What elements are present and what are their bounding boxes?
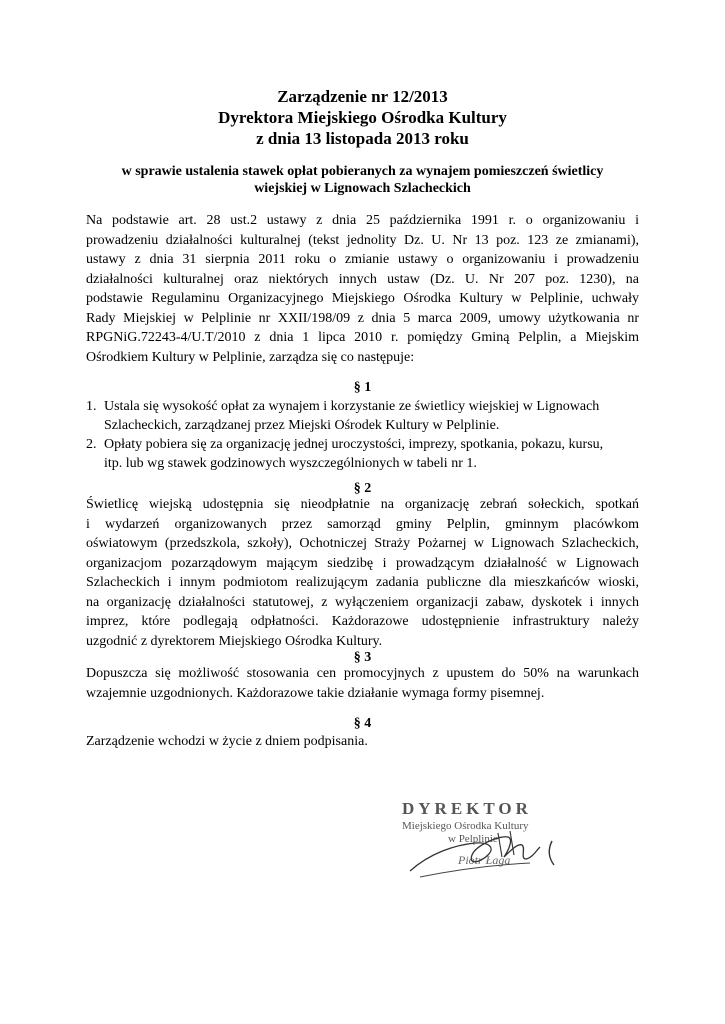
section-2-line: organizacjom pozarządowym mającym siedzibę i prowadzącym działalność w Lignowach <box>86 555 639 571</box>
preamble-line: Rady Miejskiej w Pelplinie nr XXII/198/09 z dnia 5 marca 2009, umowy użytkowania nr <box>86 310 639 326</box>
list-item-line: itp. lub wg stawek godzinowych wyszczególnionych w tabeli nr 1. <box>104 456 477 471</box>
document-subject-line1: w sprawie ustalenia stawek opłat pobieranych za wynajem pomieszczeń świetlicy <box>121 164 604 179</box>
list-item-line: Opłaty pobiera się za organizację jednej uroczystości, imprezy, spotkania, pokazu, kursu, <box>104 437 604 452</box>
section-2-line: Szlacheckich i innym podmiotom realizującym zadania publiczne dla mieszkańców wioski, <box>86 575 639 590</box>
list-item-number: 1. <box>86 399 97 414</box>
list-item-number: 2. <box>86 437 97 452</box>
preamble-line: RPGNiG.72243-4/U.T/2010 z dnia 1 lipca 2010 r. pomiędzy Gminą Pelplin, a Miejskim <box>86 330 639 345</box>
section-2-line: na organizację działalności statutowej, z wyłączeniem organizacji zabaw, dyskotek i innych <box>86 594 639 610</box>
section-2-line: uzgodnić z dyrektorem Miejskiego Ośrodka Kultury. <box>86 633 383 649</box>
preamble-line: Na podstawie art. 28 ust.2 ustawy z dnia 25 października 1991 r. o organizowaniu i <box>86 213 639 228</box>
list-item <box>86 435 646 473</box>
section-1-heading: § 1 <box>353 380 372 395</box>
stamp-line-city: w Pelplinie <box>448 833 498 845</box>
director-stamp <box>380 793 570 903</box>
section-2-line: Świetlicę wiejską udostępnia się nieodpłatnie na organizację zebrań sołeckich, spotkań <box>86 497 639 512</box>
preamble-line: ustawy z dnia 31 sierpnia 2011 roku o zmianie ustawy o organizowaniu i prowadzeniu <box>86 252 639 267</box>
list-item-line: Ustala się wysokość opłat za wynajem i korzystanie ze świetlicy wiejskiej w Lignowach <box>104 399 600 414</box>
document-title-number: Zarządzenie nr 12/2013 <box>277 87 448 106</box>
section-4-line: Zarządzenie wchodzi w życie z dniem podpisania. <box>86 734 368 749</box>
section-2-line: imprez, które podlegają odpłatności. Każdorazowe udostępnienie infrastruktury należy <box>86 614 639 629</box>
section-3-heading: § 3 <box>353 650 372 665</box>
section-2-heading: § 2 <box>353 481 372 496</box>
section-2-paragraph <box>86 495 639 651</box>
stamp-line-institution: Miejskiego Ośrodka Kultury <box>402 820 529 832</box>
handwritten-signature <box>380 793 570 903</box>
document-subject-line2: wiejskiej w Lignowach Szlacheckich <box>254 181 471 196</box>
preamble-line: Ośrodkiem Kultury w Pelplinie, zarządza się co następuje: <box>86 349 415 365</box>
section-4-paragraph <box>86 732 639 752</box>
document-title-issuer: Dyrektora Miejskiego Ośrodka Kultury <box>218 108 507 127</box>
preamble-line: podstawie Regulaminu Organizacyjnego Miejskiego Ośrodka Kultury w Pelplinie, uchwały <box>86 291 639 306</box>
section-3-paragraph <box>86 664 639 703</box>
section-2-line: i wydarzeń organizowanych przez samorząd gminy Pelplin, gminnym placówkom <box>86 516 639 532</box>
list-item-line: Szlacheckich, zarządzanej przez Miejski Ośrodek Kultury w Pelplinie. <box>104 418 500 433</box>
preamble-paragraph <box>86 211 639 367</box>
stamp-signatory-name: Piotr Łaga <box>458 853 511 867</box>
section-3-line: Dopuszcza się możliwość stosowania cen promocyjnych z upustem do 50% na warunkach <box>86 666 639 681</box>
stamp-title: DYREKTOR <box>402 799 532 818</box>
section-3-line: wzajemnie uzgodnionych. Każdorazowe takie działanie wymaga formy pisemnej. <box>86 685 545 701</box>
section-4-heading: § 4 <box>353 716 372 731</box>
section-1-list <box>86 397 646 473</box>
preamble-line: prowadzeniu działalności kulturalnej (tekst jednolity Dz. U. Nr 13 poz. 123 ze zmianami), <box>86 232 639 248</box>
document-title-date: z dnia 13 listopada 2013 roku <box>256 129 469 148</box>
list-item <box>86 397 646 435</box>
preamble-line: działalności kulturalnej oraz niektórych innych ustaw (Dz. U. Nr 207 poz. 1230), na <box>86 271 639 287</box>
section-2-line: oświatowym (przedszkola, szkoły), Ochotniczej Straży Pożarnej w Lignowach Szlacheckich, <box>86 536 639 551</box>
